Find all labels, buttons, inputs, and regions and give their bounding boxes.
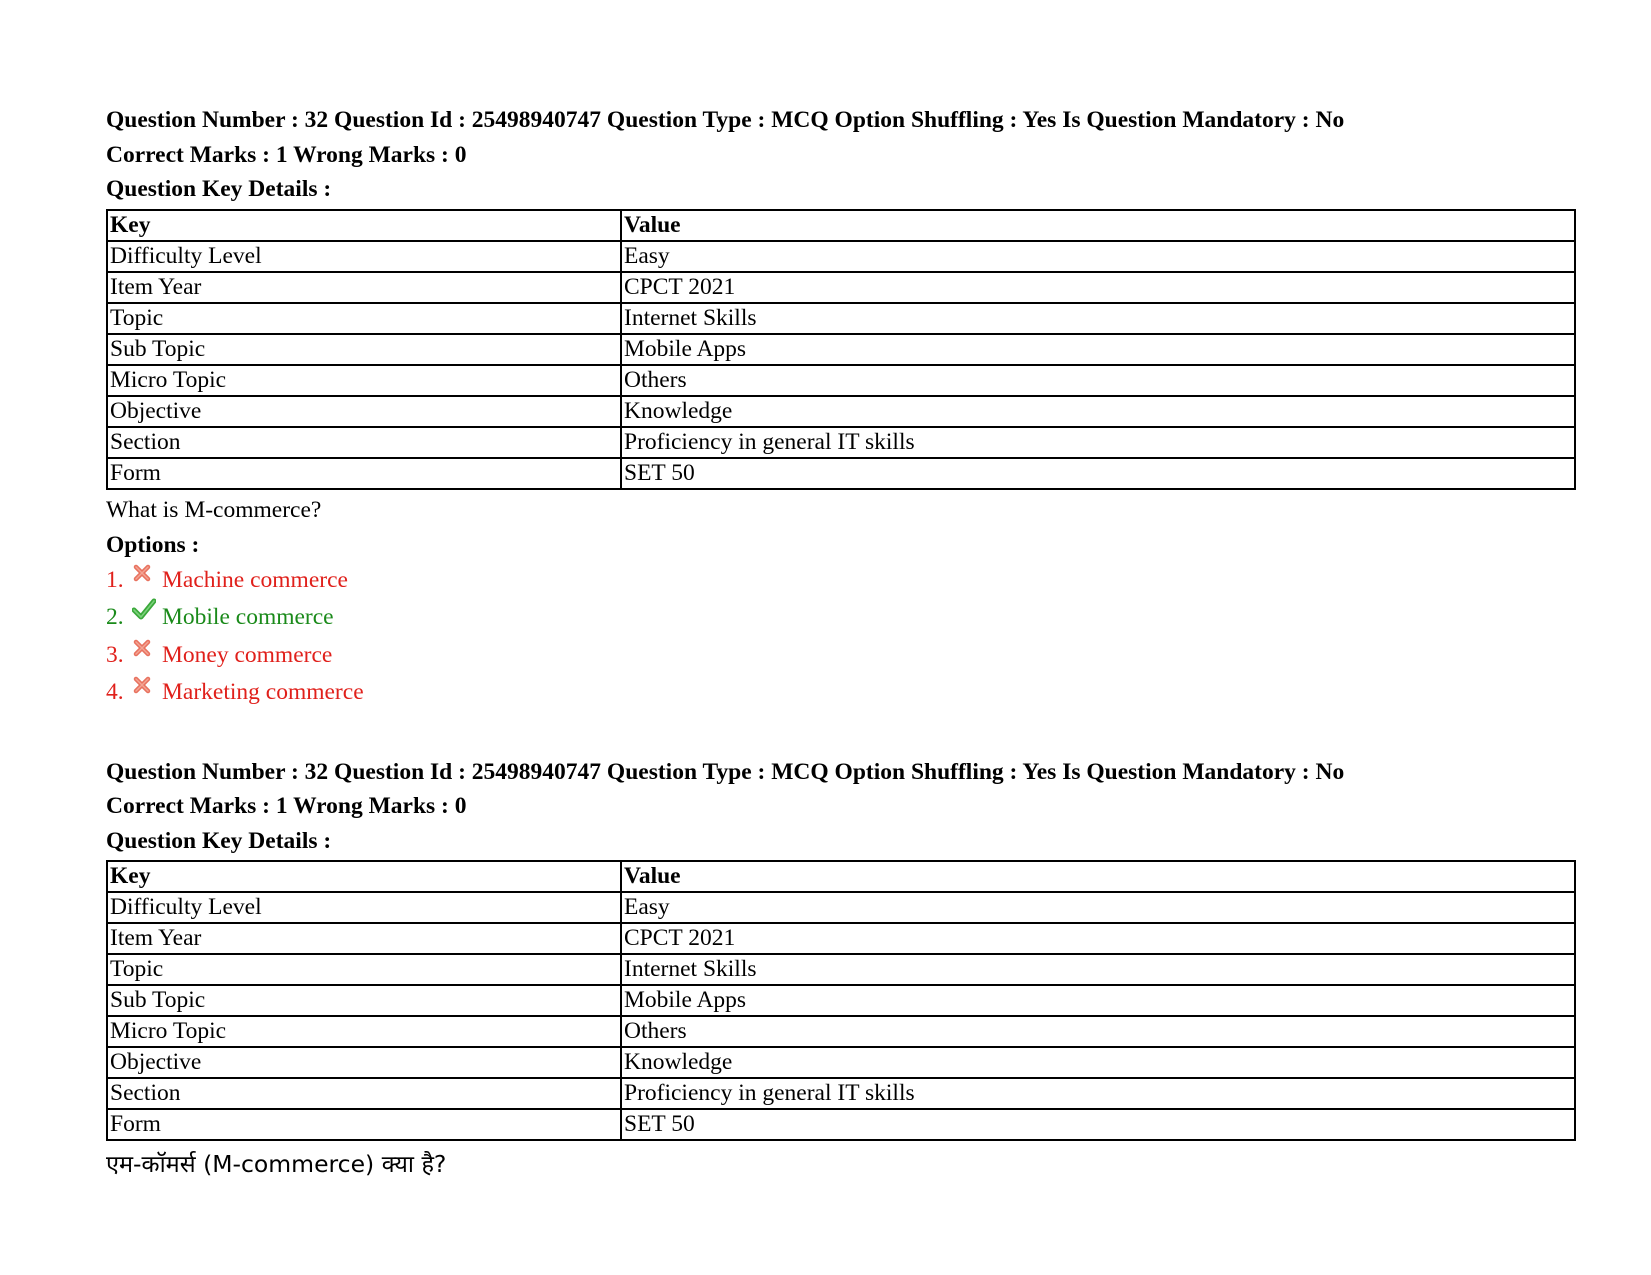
question-text: What is M-commerce?: [106, 496, 322, 523]
question-block-hindi: [106, 755, 1576, 1180]
row-value: Proficiency in general IT skills: [621, 1078, 1575, 1109]
row-value: Easy: [621, 892, 1575, 923]
table-header-row: [107, 861, 1575, 892]
cross-icon: [132, 636, 162, 666]
options-label: Options :: [106, 531, 200, 558]
marks-line: Correct Marks : 1 Wrong Marks : 0: [106, 793, 467, 819]
column-header-value: Value: [621, 210, 1575, 241]
row-value: Easy: [621, 241, 1575, 272]
row-value: Mobile Apps: [621, 334, 1575, 365]
row-value: Proficiency in general IT skills: [621, 427, 1575, 458]
table-row: [107, 303, 1575, 334]
row-key: Item Year: [107, 923, 621, 954]
row-value: Others: [621, 365, 1575, 396]
table-row: [107, 892, 1575, 923]
row-value: SET 50: [621, 1109, 1575, 1140]
option-number: 3.: [106, 641, 124, 668]
option-number: 1.: [106, 566, 124, 593]
table-header-row: [107, 210, 1575, 241]
row-key: Section: [107, 427, 621, 458]
option-item: [106, 561, 1576, 599]
row-key: Topic: [107, 303, 621, 334]
question-key-table: [106, 209, 1576, 490]
row-value: CPCT 2021: [621, 272, 1575, 303]
table-row: [107, 923, 1575, 954]
key-details-label: Question Key Details :: [106, 176, 332, 202]
table-row: [107, 458, 1575, 489]
table-row: [107, 1078, 1575, 1109]
cross-icon: [132, 673, 162, 703]
column-header-key: Key: [107, 861, 621, 892]
row-value: Others: [621, 1016, 1575, 1047]
row-key: Section: [107, 1078, 621, 1109]
table-row: [107, 985, 1575, 1016]
option-text: Mobile commerce: [162, 604, 334, 630]
row-key: Micro Topic: [107, 365, 621, 396]
check-icon: [132, 598, 162, 628]
row-key: Sub Topic: [107, 985, 621, 1016]
table-row: [107, 1016, 1575, 1047]
table-row: [107, 272, 1575, 303]
row-key: Form: [107, 458, 621, 489]
table-row: [107, 427, 1575, 458]
table-row: [107, 954, 1575, 985]
question-key-table: [106, 860, 1576, 1141]
row-value: Mobile Apps: [621, 985, 1575, 1016]
table-row: [107, 334, 1575, 365]
question-text-hindi: एम-कॉमर्स (M-commerce) क्या है?: [106, 1150, 447, 1178]
option-item: [106, 673, 1576, 711]
option-item: [106, 598, 1576, 636]
row-key: Difficulty Level: [107, 892, 621, 923]
table-row: [107, 365, 1575, 396]
row-key: Sub Topic: [107, 334, 621, 365]
table-row: [107, 396, 1575, 427]
question-header-line: Question Number : 32 Question Id : 25498940747 Question Type : MCQ Option Shuffling : Yes Is Question Mandatory : No: [106, 107, 1345, 133]
row-key: Item Year: [107, 272, 621, 303]
row-value: CPCT 2021: [621, 923, 1575, 954]
document-page: [106, 103, 1576, 1179]
key-details-label: Question Key Details :: [106, 827, 332, 854]
option-text: Machine commerce: [162, 566, 348, 593]
cross-icon: [132, 561, 162, 591]
option-number: 4.: [106, 679, 124, 705]
option-item: [106, 636, 1576, 674]
row-value: Knowledge: [621, 396, 1575, 427]
row-value: SET 50: [621, 458, 1575, 489]
option-number: 2.: [106, 604, 124, 630]
option-text: Money commerce: [162, 641, 333, 668]
row-key: Objective: [107, 1047, 621, 1078]
row-key: Micro Topic: [107, 1016, 621, 1047]
question-block-english: [106, 103, 1576, 711]
row-value: Internet Skills: [621, 954, 1575, 985]
table-row: [107, 1047, 1575, 1078]
row-value: Knowledge: [621, 1047, 1575, 1078]
question-header-line: Question Number : 32 Question Id : 25498940747 Question Type : MCQ Option Shuffling : Yes Is Question Mandatory : No: [106, 758, 1345, 785]
row-key: Difficulty Level: [107, 241, 621, 272]
option-text: Marketing commerce: [162, 679, 364, 705]
row-value: Internet Skills: [621, 303, 1575, 334]
column-header-key: Key: [107, 210, 621, 241]
row-key: Form: [107, 1109, 621, 1140]
table-row: [107, 1109, 1575, 1140]
row-key: Topic: [107, 954, 621, 985]
marks-line: Correct Marks : 1 Wrong Marks : 0: [106, 141, 467, 168]
table-row: [107, 241, 1575, 272]
column-header-value: Value: [621, 861, 1575, 892]
row-key: Objective: [107, 396, 621, 427]
